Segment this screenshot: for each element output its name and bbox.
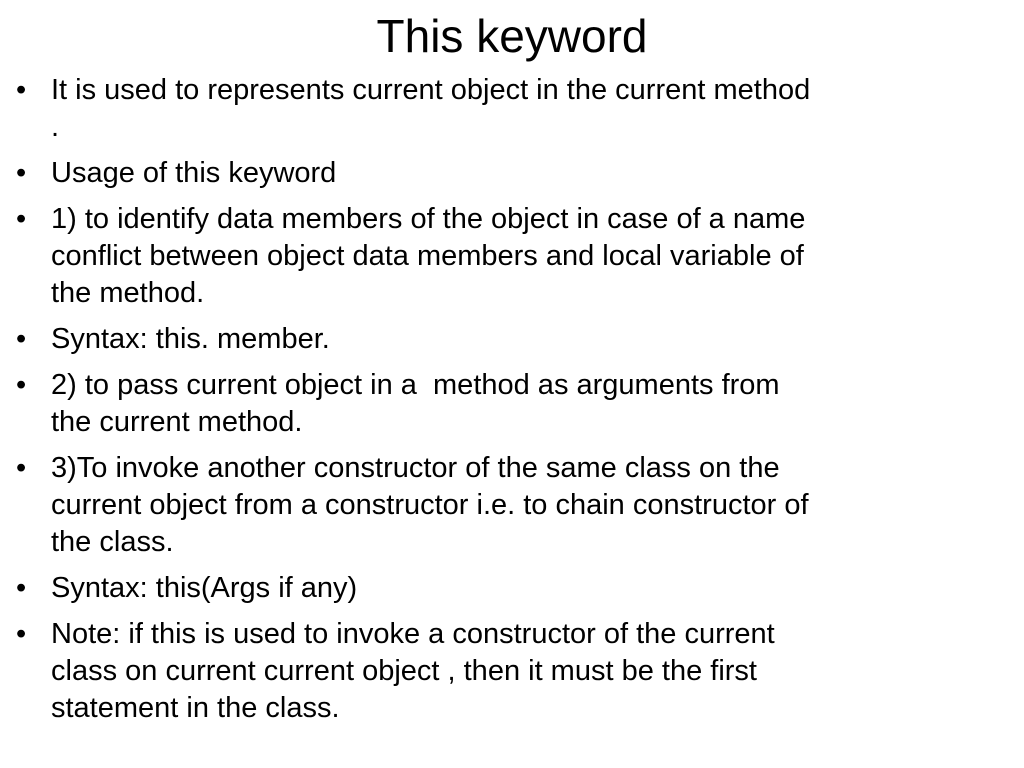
bullet-item — [14, 570, 1004, 607]
bullet-icon: • — [16, 618, 27, 650]
bullet-icon: • — [16, 203, 27, 235]
bullet-item — [14, 72, 1004, 146]
bullet-text: Usage of this keyword — [51, 157, 337, 189]
bullet-text: 3)To invoke another constructor of the same class on the current object from a constructor i.e. to chain constructor of the class. — [51, 452, 809, 558]
bullet-item — [14, 201, 1004, 312]
slide-title: This keyword — [376, 10, 648, 62]
bullet-icon: • — [16, 369, 27, 401]
bullet-item — [14, 155, 1004, 192]
bullet-icon: • — [16, 452, 27, 484]
bullet-icon: • — [16, 323, 27, 355]
bullet-icon: • — [16, 572, 27, 604]
bullet-text: 2) to pass current object in a method as arguments from the current method. — [51, 369, 780, 438]
bullet-text: It is used to represents current object in the current method . — [51, 74, 811, 143]
bullet-text: Note: if this is used to invoke a constructor of the current class on current current object , then it must be the first statement in the class. — [51, 618, 775, 724]
bullet-text: Syntax: this. member. — [51, 323, 330, 355]
bullet-list — [14, 72, 1004, 736]
bullet-icon: • — [16, 157, 27, 189]
bullet-icon: • — [16, 74, 27, 106]
bullet-item — [14, 450, 1004, 561]
bullet-item — [14, 616, 1004, 727]
bullet-item — [14, 321, 1004, 358]
bullet-text: 1) to identify data members of the object in case of a name conflict between object data members and local variable of the method. — [51, 203, 806, 309]
bullet-text: Syntax: this(Args if any) — [51, 572, 358, 604]
bullet-item — [14, 367, 1004, 441]
